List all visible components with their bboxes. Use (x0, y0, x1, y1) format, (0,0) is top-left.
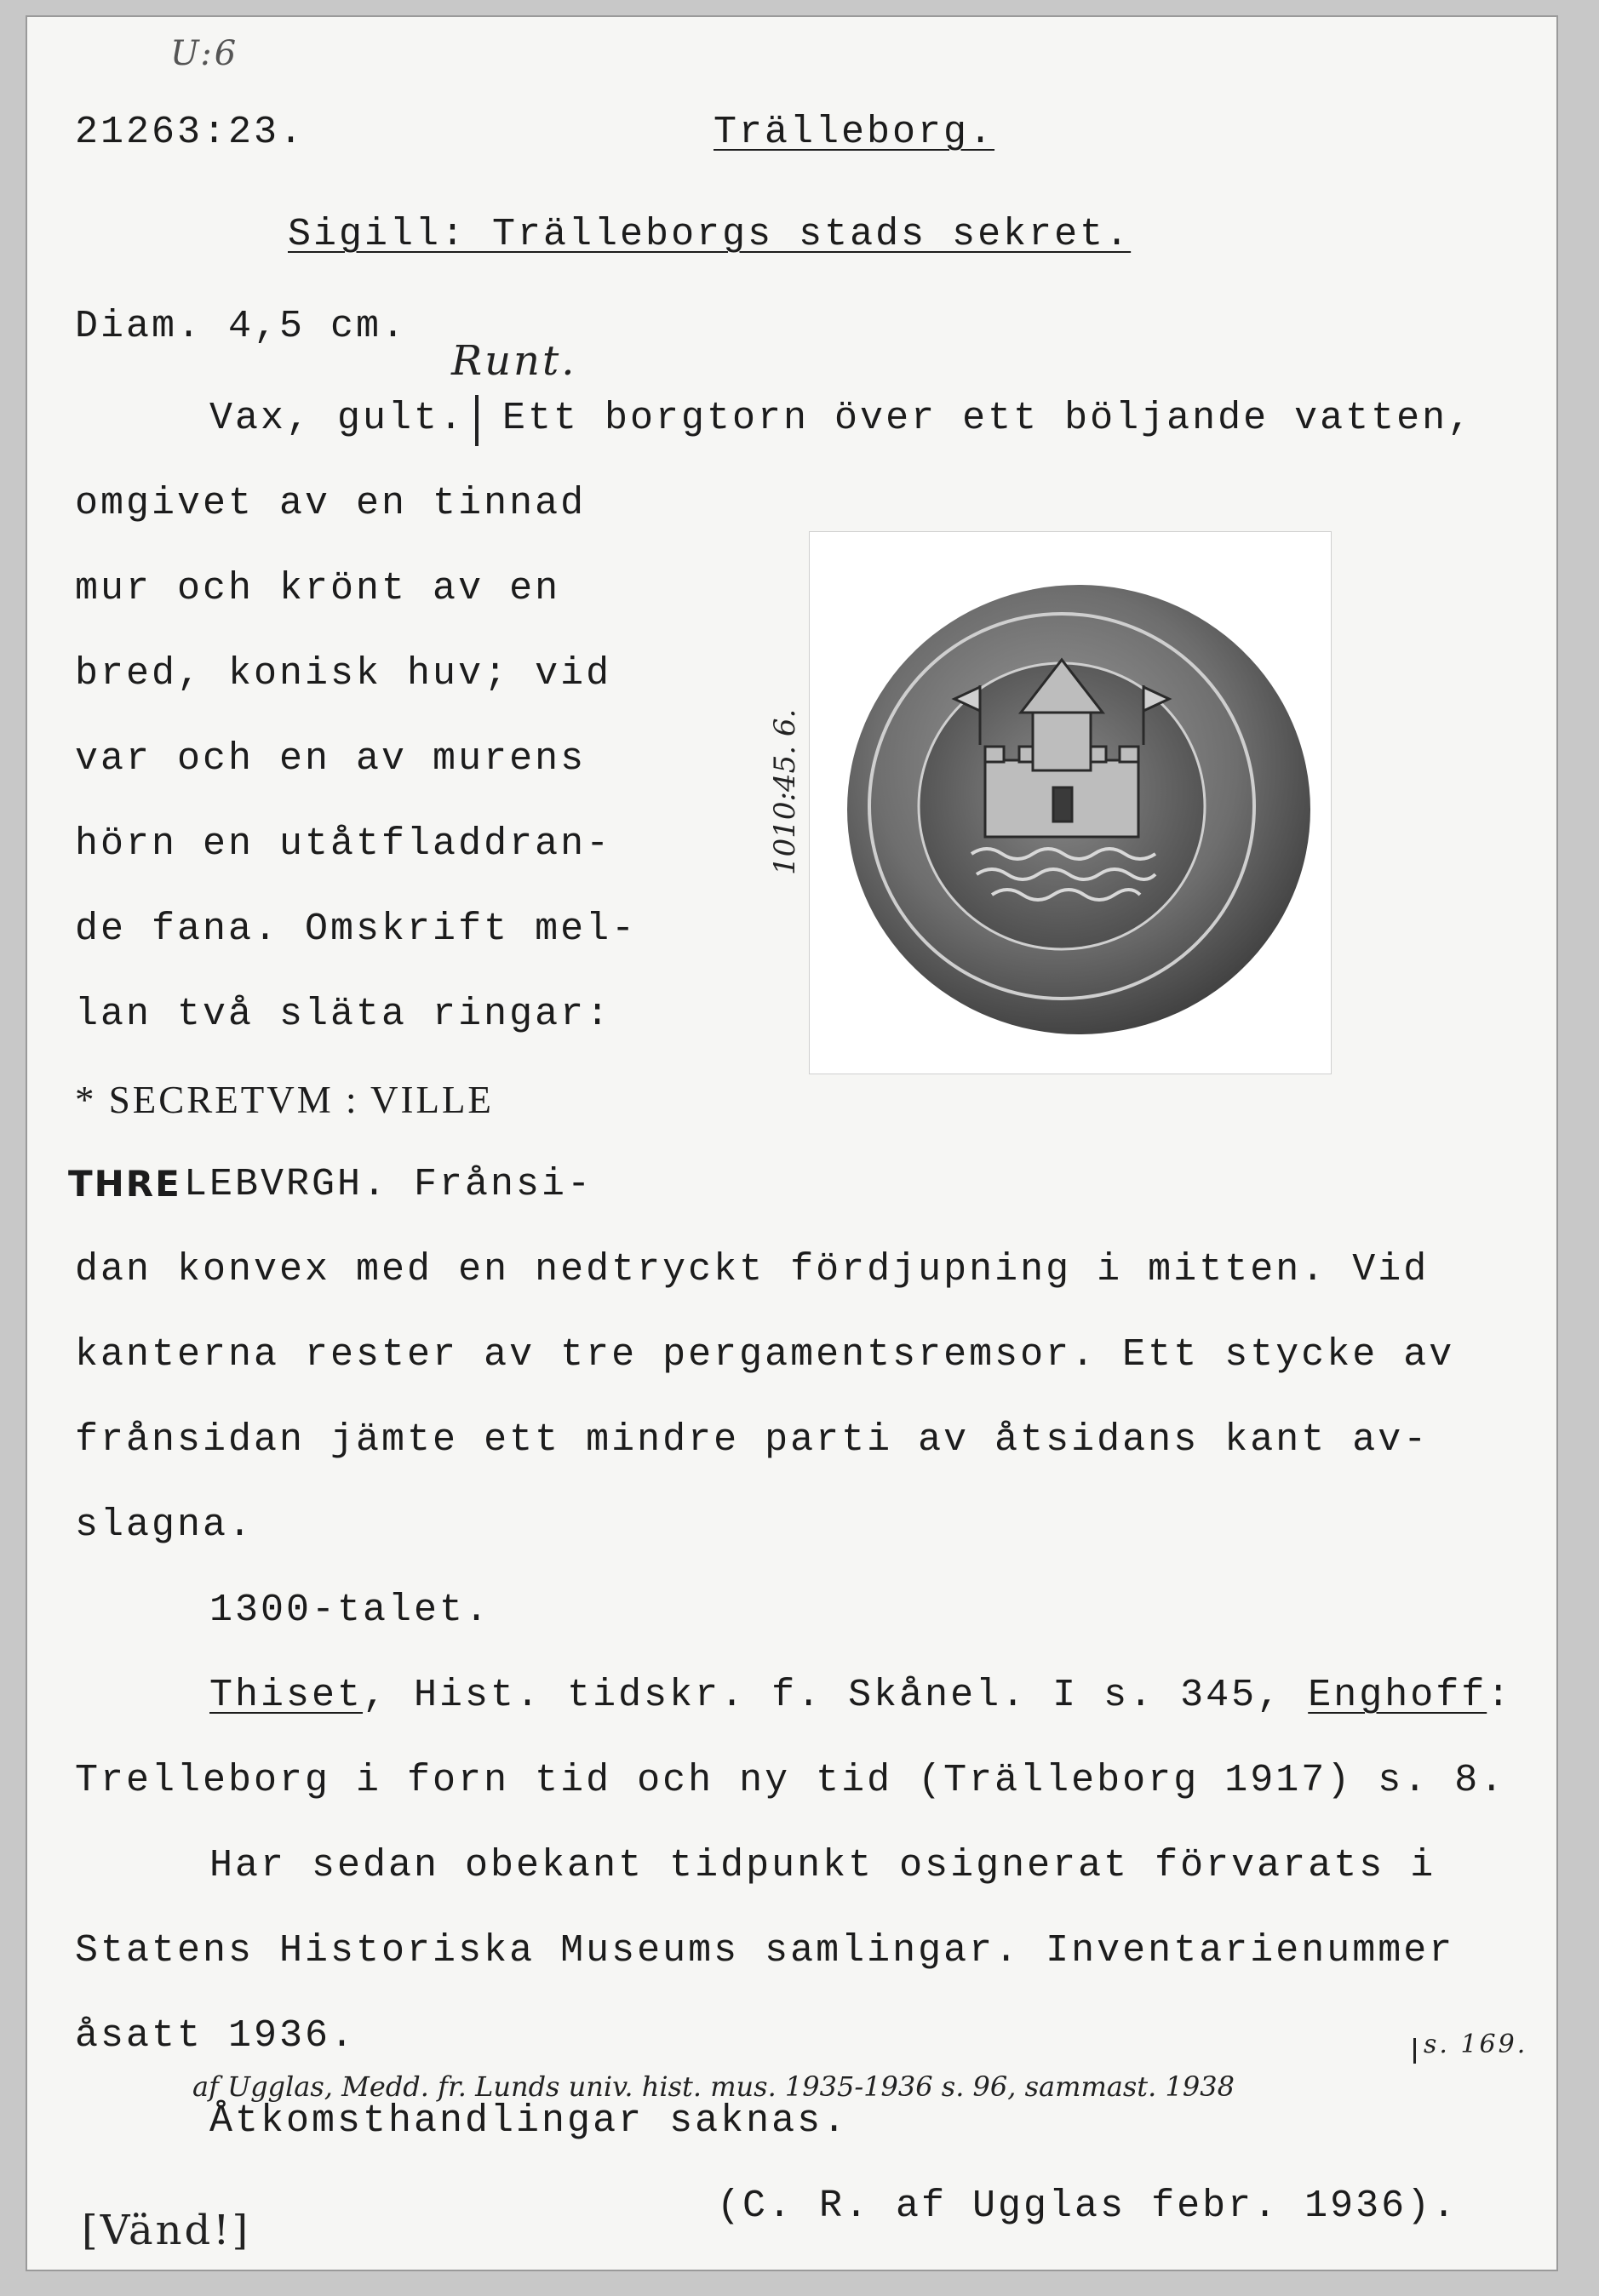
dating: 1300-talet. (209, 1589, 491, 1632)
archive-card (26, 15, 1558, 2271)
description-line-7: de fana. Omskrift mel- (75, 908, 638, 951)
literature-reference-1: , Hist. tidskr. f. Skånel. I s. 345, (363, 1674, 1283, 1717)
diameter: Diam. 4,5 cm. (75, 305, 408, 348)
literature-author-enghoff: Enghoff (1308, 1674, 1487, 1717)
material: Vax, gult. (209, 397, 466, 440)
handwritten-page-note: s. 169. (1424, 2030, 1528, 2059)
literature-line-2: Trelleborg i forn tid och ny tid (Trälleborg 1917) s. 8. (75, 1759, 1506, 1802)
handwritten-note-runt: Runt. (451, 337, 577, 385)
place-heading: Trälleborg. (714, 111, 995, 154)
provenance-line-2: Statens Historiska Museums samlingar. Inventarienummer (75, 1929, 1455, 1972)
handwritten-turn-note: [Vänd!] (82, 2207, 251, 2254)
acquisition-note: Åtkomsthandlingar saknas. (209, 2099, 849, 2143)
photo-accession-number: 1010:45. 6. (768, 708, 802, 875)
corner-mark: U:6 (170, 34, 239, 73)
reverse-line-1: dan konvex med en nedtryckt fördjupning i mitten. Vid (75, 1248, 1430, 1291)
seal-photograph (809, 531, 1332, 1074)
description-line-1: Ett borgtorn över ett böljande vatten, (502, 397, 1474, 440)
reverse-line-4: slagna. (75, 1503, 255, 1547)
description-line-5: var och en av murens (75, 737, 587, 781)
provenance-line-1: Har sedan obekant tidpunkt osignerat förvarats i (209, 1844, 1436, 1887)
description-line-2: omgivet av en tinnad (75, 482, 587, 525)
reverse-line-3: frånsidan jämte ett mindre parti av åtsidans kant av- (75, 1418, 1430, 1462)
seal-title: Sigill: Trälleborgs stads sekret. (288, 213, 1132, 256)
description-line-3: mur och krönt av en (75, 567, 561, 610)
literature-author-thiset: Thiset (209, 1674, 364, 1717)
description-line-4: bred, konisk huv; vid (75, 652, 612, 696)
description-line-8: lan två släta ringar: (75, 993, 612, 1036)
insertion-bracket (475, 395, 479, 446)
description-line-6: hörn en utåtfladdran- (75, 822, 612, 866)
signature: (C. R. af Ugglas febr. 1936). (717, 2184, 1459, 2228)
provenance-line-3: åsatt 1936. (75, 2014, 357, 2058)
catalog-id: 21263:23. (75, 111, 306, 154)
literature-colon: : (1487, 1674, 1513, 1717)
reverse-line-2: kanterna rester av tre pergamentsremsor. Ett stycke av (75, 1333, 1455, 1377)
page-note-bracket (1413, 2038, 1416, 2064)
literature-line-1 (209, 1674, 1512, 1717)
legend-line-1: * SECRETVM : VILLE (75, 1079, 494, 1121)
legend-handwritten-prefix: THRE (68, 1163, 181, 1205)
legend-line-2: LEBVRGH. Frånsi- (184, 1163, 593, 1206)
handwritten-reference: af Ugglas, Medd. fr. Lunds univ. hist. mus. 1935-1936 s. 96, sammast. 1938 (192, 2070, 1235, 2103)
wax-seal-image (810, 532, 1331, 1074)
